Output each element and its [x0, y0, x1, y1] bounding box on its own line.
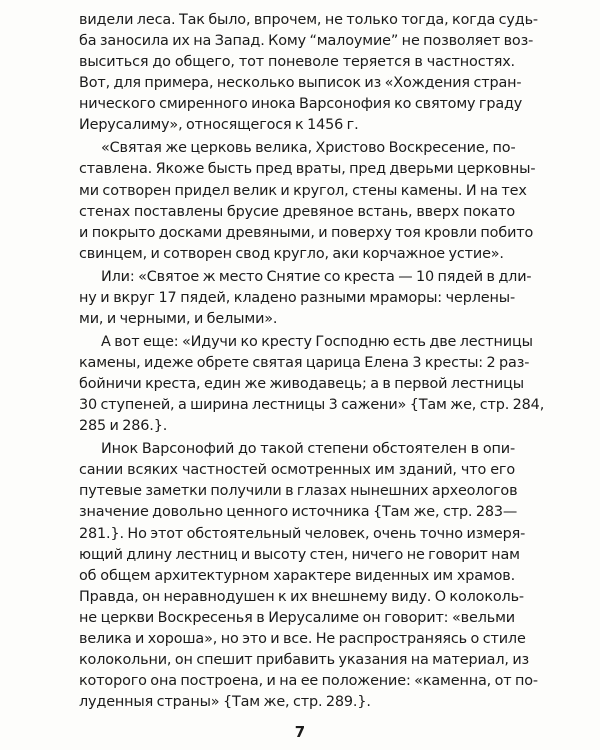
text-line: колокольни, он спешит прибавить указания на материал, из	[79, 651, 530, 668]
text-line: велика и хороша», но это и все. Не распространяясь о стиле	[79, 630, 526, 647]
text-line: об общем архитектурном характере виденных им храмов.	[79, 567, 515, 584]
text-line: путевые заметки получили в глазах нынешних археологов	[79, 483, 518, 500]
text-line: камены, идеже обрете святая царица Елена 3 кресты: 2 раз-	[79, 355, 530, 371]
page-number: 7	[294, 723, 306, 741]
text-line: стенах поставлены брусие древяное встань, вверх покато	[79, 203, 515, 220]
text-line: «Святая же церковь велика, Христово Воскресение, по-	[101, 140, 516, 157]
text-line: А вот еще: «Идучи ко кресту Господню есть две лестницы	[101, 333, 533, 350]
text-line: видели леса. Так было, впрочем, не только тогда, когда судь-	[79, 12, 538, 28]
text-line: ба заносила их на Запад. Кому “малоумие” не позволяет воз-	[79, 33, 534, 50]
text-line: Правда, он неравнодушен к их внешнему виду. О колоколь-	[79, 588, 524, 605]
text-line: ну и вкруг 17 пядей, кладено разными мраморы: черлены-	[79, 289, 515, 306]
text-line: значение довольно ценного источника {Там же, стр. 283—	[79, 504, 518, 521]
text-line: которого она построена, и на ее положение: «каменна, от по-	[79, 672, 538, 689]
text-line: Или: «Святое ж место Снятие со креста — 10 пядей в дли-	[101, 268, 532, 285]
text-line: ющий длину лестниц и высоту стен, ничего не говорит нам	[79, 546, 520, 563]
text-line: свинцем, и сотворен свод кругло, аки корчажное устие».	[79, 245, 504, 262]
text-line: нического смиренного инока Варсонофия ко святому граду	[79, 96, 523, 113]
text-line: 281.}. Но этот обстоятельный человек, очень точно измеря-	[79, 525, 526, 542]
text-line: луденныя страны» {Там же, стр. 289.}.	[79, 694, 371, 710]
text-line: 30 ступеней, а ширина лестницы 3 сажени» {Там же, стр. 284,	[79, 397, 545, 414]
text-line: Иерусалиму», относящегося к 1456 г.	[79, 117, 359, 134]
text-line: ми сотворен придел велик и кругол, стены камены. И на тех	[79, 182, 527, 199]
text-line: ставлена. Якоже бысть пред враты, пред дверьми церковны-	[79, 161, 536, 178]
text-line: не церкви Воскресенья в Иерусалиме он говорит: «вельми	[79, 609, 515, 626]
text-line: выситься до общего, тот поневоле теряется в частностях.	[79, 54, 515, 71]
text-line: бойничи креста, един же живодавець; а в первой лестницы	[79, 376, 524, 393]
text-line: 285 и 286.}.	[79, 418, 168, 435]
text-line: сании всяких частностей осмотренных им зданий, что его	[79, 462, 515, 479]
text-line: Вот, для примера, несколько выписок из «Хождения стран-	[79, 75, 522, 92]
text-line: Инок Варсонофий до такой степени обстоятелен в опи-	[101, 441, 515, 458]
text-line: ми, и черными, и белыми».	[79, 310, 278, 327]
text-line: и покрыто досками древяными, и поверху тоя кровли побито	[79, 224, 534, 241]
